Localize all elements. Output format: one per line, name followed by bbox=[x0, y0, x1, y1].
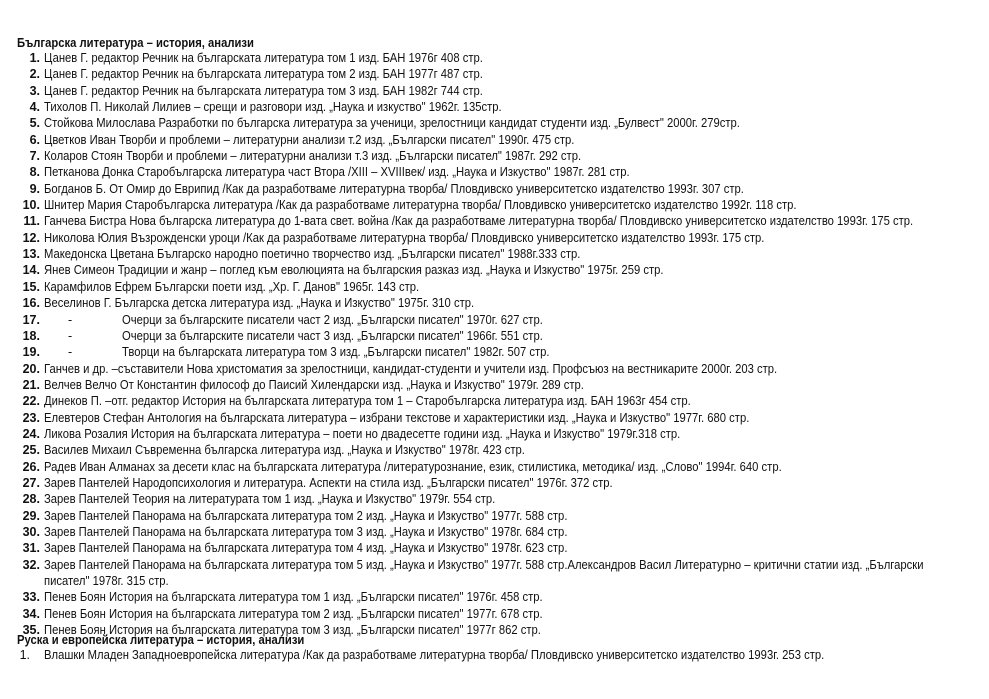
list-item-number: 26. bbox=[22, 459, 40, 474]
list-item bbox=[0, 426, 989, 442]
list-item-text: Петканова Донка Старобългарска литература част Втора /XIII – XVIIIвек/ изд. „Наука и Изкуство" 1987г. 281 стр. bbox=[44, 165, 630, 180]
list-item-number: 30. bbox=[22, 524, 40, 539]
list-item-number: 25. bbox=[22, 443, 40, 458]
list-item-text: Пенев Боян История на българската литература том 2 изд. „Български писател" 1977г. 678 стр. bbox=[44, 606, 543, 621]
list-item-number: 1. bbox=[29, 51, 40, 65]
list-item-number: 22. bbox=[22, 394, 40, 409]
same-author-dash: - bbox=[68, 328, 73, 343]
list-item-text: Зарев Пантелей Панорама на българската литература том 2 изд. „Наука и Изкуство" 1977г. 588 стр. bbox=[44, 508, 568, 523]
list-item-number: 10. bbox=[22, 198, 40, 213]
list-item-number: 20. bbox=[22, 361, 40, 376]
list-item-number: 21. bbox=[22, 377, 40, 392]
same-author-dash: - bbox=[68, 312, 73, 327]
list-item-text: Динеков П. –отг. редактор История на българската литература том 1 – Старобългарска литература изд. БАН 1963г 454 стр. bbox=[44, 394, 691, 409]
list-item bbox=[0, 491, 989, 507]
list-item bbox=[0, 557, 989, 590]
list-item-number: 8. bbox=[29, 165, 40, 180]
list-item bbox=[0, 508, 989, 524]
list-item-text: Цанев Г. редактор Речник на българската литература том 3 изд. БАН 1982г 744 стр. bbox=[44, 83, 483, 98]
list-item bbox=[0, 361, 989, 377]
list-item-number: 12. bbox=[22, 230, 40, 245]
list-item-text: Ликова Розалия История на българската литература – поети но двадесетте години изд. „Наука и Изкуство" 1979г.318 стр. bbox=[44, 426, 681, 441]
list-item-number: 34. bbox=[22, 606, 40, 621]
list-item bbox=[0, 115, 989, 131]
list-item bbox=[0, 132, 989, 148]
list-item bbox=[0, 262, 989, 278]
list-item-number: 3. bbox=[29, 83, 40, 98]
list-item bbox=[0, 66, 989, 82]
list-item-number: 17. bbox=[22, 312, 40, 327]
list-item bbox=[0, 50, 989, 66]
list-item bbox=[0, 83, 989, 99]
list-item-number: 31. bbox=[22, 541, 40, 556]
list-item-text: Пенев Боян История на българската литература том 1 изд. „Български писател" 1976г. 458 стр. bbox=[44, 590, 543, 605]
list-item-text: Богданов Б. От Омир до Еврипид /Как да разработваме литературна творба/ Пловдивско университетско издателство 1993г. 307 стр. bbox=[44, 181, 744, 196]
list-item-text: Очерци за българските писатели част 3 изд. „Български писател" 1966г. 551 стр. bbox=[122, 328, 543, 343]
list-item bbox=[0, 442, 989, 458]
bulgarian-literature-list bbox=[0, 50, 989, 638]
list-item bbox=[0, 459, 989, 475]
list-item bbox=[0, 589, 989, 605]
list-item-text: Цветков Иван Творби и проблеми – литературни анализи т.2 изд. „Български писател" 1990г. 475 стр. bbox=[44, 132, 575, 147]
list-item-text: Зарев Пантелей Панорама на българската литература том 4 изд. „Наука и Изкуство" 1978г. 623 стр. bbox=[44, 541, 568, 556]
list-item bbox=[0, 181, 989, 197]
list-item bbox=[0, 410, 989, 426]
list-item-number: 2. bbox=[29, 67, 40, 82]
list-item bbox=[0, 213, 989, 229]
list-item-text: Николова Юлия Възрожденски уроци /Как да разработваме литературна творба/ Пловдивско университетско издателство 1993г. 175 стр. bbox=[44, 230, 765, 245]
list-item-number: 33. bbox=[22, 590, 40, 605]
list-item-text: Ганчева Бистра Нова българска литература до 1-вата свет. война /Как да разработваме литературна творба/ Пловдивско университетско издателство 1993г. 175 стр. bbox=[44, 214, 914, 229]
list-item-number: 14. bbox=[22, 263, 40, 278]
list-item bbox=[0, 540, 989, 556]
list-item-text: Янев Симеон Традиции и жанр – поглед към еволюцията на българския разказ изд. „Наука и Изкуство" 1975г. 259 стр. bbox=[44, 263, 664, 278]
list-item-number: 18. bbox=[22, 328, 40, 343]
section-heading-bulgarian-literature: Българска литература – история, анализи bbox=[17, 36, 254, 50]
list-item-text-continuation: писател" 1978г. 315 стр. bbox=[44, 574, 169, 588]
list-item-text: Радев Иван Алманах за десети клас на българската литература /литературознание, език, стилистика, методика/ изд. „Слово" 1994г. 640 стр. bbox=[44, 459, 782, 474]
list-item-text: Велчев Велчо От Константин философ до Паисий Хилендарски изд. „Наука и Изкуство" 1979г. 289 стр. bbox=[44, 377, 584, 392]
list-item-number: 32. bbox=[22, 557, 40, 572]
list-item-text: Македонска Цветана Българско народно поетично творчество изд. „Български писател" 1988г.333 стр. bbox=[44, 247, 581, 262]
list-item bbox=[0, 230, 989, 246]
list-item-number: 19. bbox=[22, 345, 40, 360]
list-item-text: Очерци за българските писатели част 2 изд. „Български писател" 1970г. 627 стр. bbox=[122, 312, 543, 327]
list-item-number: 24. bbox=[22, 426, 40, 441]
list-item-number: 29. bbox=[22, 508, 40, 523]
list-item-text: Творци на българската литература том 3 изд. „Български писател" 1982г. 507 стр. bbox=[122, 345, 550, 360]
list-item bbox=[0, 328, 989, 344]
list-item-text: Ганчев и др. –съставители Нова христоматия за зрелостници, кандидат-студенти и учители изд. Профсъюз на вестникарите 2000г. 203 стр. bbox=[44, 361, 778, 376]
list-item-text: Зарев Пантелей Народопсихология и литература. Аспекти на стила изд. „Български писател" 1976г. 372 стр. bbox=[44, 475, 613, 490]
list-item-number: 16. bbox=[22, 296, 40, 311]
list-item bbox=[0, 524, 989, 540]
list-item-text: Елевтеров Стефан Антология на българската литература – избрани текстове и характеристики изд. „Наука и Изкуство" 1977г. 680 стр. bbox=[44, 410, 750, 425]
list-item-text: Влашки Младен Западноевропейска литература /Как да разработваме литературна творба/ Пловдивско университетско издателство 1993г. 253 стр. bbox=[44, 648, 825, 662]
list-item bbox=[0, 377, 989, 393]
list-item bbox=[0, 148, 989, 164]
list-item bbox=[0, 295, 989, 311]
list-item bbox=[0, 164, 989, 180]
list-item-number: 9. bbox=[29, 181, 40, 196]
list-item bbox=[0, 99, 989, 115]
list-item-text: Карамфилов Ефрем Български поети изд. „Хр. Г. Данов" 1965г. 143 стр. bbox=[44, 279, 420, 294]
list-item bbox=[0, 312, 989, 328]
list-item-text: Зарев Пантелей Теория на литературата том 1 изд. „Наука и Изкуство" 1979г. 554 стр. bbox=[44, 492, 496, 507]
list-item bbox=[0, 475, 989, 491]
list-item bbox=[0, 279, 989, 295]
list-item-text: Шнитер Мария Старобългарска литература /Как да разработваме литературна творба/ Пловдивско университетско издателство 1992г. 118 стр. bbox=[44, 198, 797, 213]
list-item-number: 13. bbox=[22, 247, 40, 262]
list-item-text: Веселинов Г. Българска детска литература изд. „Наука и Изкуство" 1975г. 310 стр. bbox=[44, 296, 475, 311]
list-item-text: Зарев Пантелей Панорама на българската литература том 5 изд. „Наука и Изкуство" 1977г. 588 стр.Александров Васил Литературно – критични статии изд. „Български bbox=[44, 557, 924, 572]
list-item-number: 1. bbox=[19, 648, 30, 662]
list-item-number: 28. bbox=[22, 492, 40, 507]
list-item-text: Цанев Г. редактор Речник на българската литература том 1 изд. БАН 1976г 408 стр. bbox=[44, 51, 483, 65]
list-item-text: Василев Михаил Съвременна българска литература изд. „Наука и Изкуство" 1978г. 423 стр. bbox=[44, 443, 525, 458]
list-item-number: 4. bbox=[29, 100, 40, 115]
list-item-number: 35. bbox=[22, 623, 40, 638]
list-item-text: Цанев Г. редактор Речник на българската литература том 2 изд. БАН 1977г 487 стр. bbox=[44, 67, 483, 82]
list-item-number: 5. bbox=[29, 116, 40, 131]
list-item-number: 6. bbox=[29, 132, 40, 147]
list-item-text: Пенев Боян История на българската литература том 3 изд. „Български писател" 1977г 862 стр. bbox=[44, 623, 541, 638]
list-item bbox=[0, 197, 989, 213]
list-item bbox=[0, 246, 989, 262]
list-item-number: 15. bbox=[22, 279, 40, 294]
list-item-text: Тихолов П. Николай Лилиев – срещи и разговори изд. „Наука и изкуство" 1962г. 135стр. bbox=[44, 100, 502, 115]
list-item-number: 23. bbox=[22, 410, 40, 425]
section-heading-russian-european-literature: Руска и европейска литература – история, анализи bbox=[17, 633, 305, 647]
list-item-number: 7. bbox=[29, 149, 40, 164]
list-item-number: 27. bbox=[22, 475, 40, 490]
list-item bbox=[0, 393, 989, 409]
list-item bbox=[0, 344, 989, 360]
list-item bbox=[0, 606, 989, 622]
same-author-dash: - bbox=[68, 345, 73, 360]
list-item-text: Зарев Пантелей Панорама на българската литература том 3 изд. „Наука и Изкуство" 1978г. 684 стр. bbox=[44, 524, 568, 539]
list-item-text: Коларов Стоян Творби и проблеми – литературни анализи т.3 изд. „Български писател" 1987г. 292 стр. bbox=[44, 149, 582, 164]
list-item bbox=[0, 647, 989, 663]
russian-european-literature-list bbox=[0, 647, 989, 663]
list-item-number: 11. bbox=[23, 214, 40, 229]
list-item-text: Стойкова Милослава Разработки по българска литература за ученици, зрелостници кандидат студенти изд. „Булвест" 2000г. 279стр. bbox=[44, 116, 740, 131]
